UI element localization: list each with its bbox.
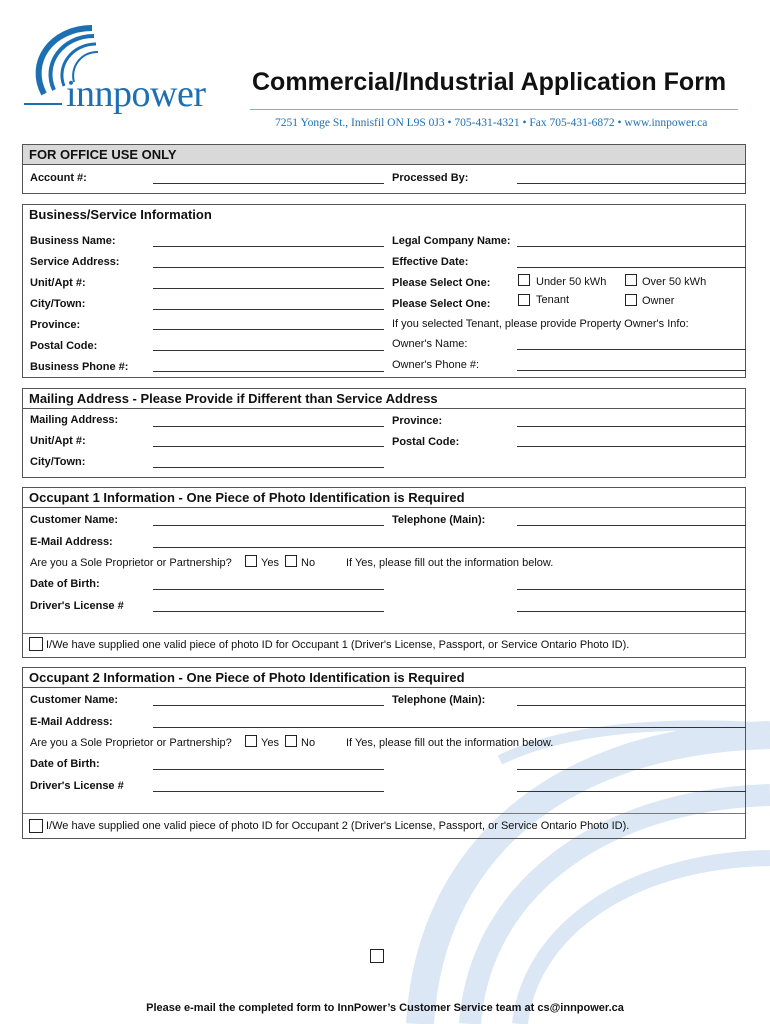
city-town-label: City/Town:	[30, 298, 86, 310]
select-one-tenancy-label: Please Select One:	[392, 298, 491, 310]
occ2-license-input[interactable]	[153, 791, 384, 792]
office-use-header: FOR OFFICE USE ONLY	[23, 145, 745, 165]
occ1-license-label: Driver's License #	[30, 600, 124, 612]
owners-phone-input[interactable]	[517, 370, 746, 371]
owners-phone-label: Owner's Phone #:	[392, 359, 480, 371]
occ2-no-checkbox[interactable]	[285, 735, 297, 747]
account-input[interactable]	[153, 183, 384, 184]
tenant-label: Tenant	[536, 294, 570, 306]
select-one-usage-label: Please Select One:	[392, 277, 491, 289]
occ1-yes-label: Yes	[261, 557, 279, 569]
service-address-label: Service Address:	[30, 256, 120, 268]
business-phone-label: Business Phone #:	[30, 361, 129, 373]
mailing-city-town-input[interactable]	[153, 467, 384, 468]
mailing-unit-apt-label: Unit/Apt #:	[30, 435, 86, 447]
occ2-if-yes-note: If Yes, please fill out the information below.	[346, 737, 554, 749]
business-name-input[interactable]	[153, 246, 384, 247]
mailing-province-label: Province:	[392, 415, 443, 427]
occ1-customer-name-label: Customer Name:	[30, 514, 119, 526]
mailing-unit-apt-input[interactable]	[153, 446, 384, 447]
occ1-divider	[23, 633, 745, 634]
occ2-customer-name-label: Customer Name:	[30, 694, 119, 706]
occupant2-section	[22, 667, 746, 839]
over-50-kwh-checkbox[interactable]	[625, 274, 637, 286]
mailing-province-input[interactable]	[517, 426, 746, 427]
owners-name-input[interactable]	[517, 349, 746, 350]
occupant2-header: Occupant 2 Information - One Piece of Photo Identification is Required	[23, 668, 745, 688]
occ2-dob-input[interactable]	[153, 769, 384, 770]
processed-by-input[interactable]	[517, 183, 746, 184]
postal-code-label: Postal Code:	[30, 340, 98, 352]
occ2-yes-checkbox[interactable]	[245, 735, 257, 747]
occ2-dob-extra-input[interactable]	[517, 769, 746, 770]
city-town-input[interactable]	[153, 309, 384, 310]
occ1-dob-extra-input[interactable]	[517, 589, 746, 590]
occ2-photo-id-checkbox[interactable]	[29, 819, 43, 833]
occ2-yes-label: Yes	[261, 737, 279, 749]
footer-instructions: Please e-mail the completed form to InnPower’s Customer Service team at cs@innpower.ca	[146, 1002, 624, 1014]
occ1-no-checkbox[interactable]	[285, 555, 297, 567]
effective-date-input[interactable]	[517, 267, 746, 268]
occ2-no-label: No	[301, 737, 316, 749]
logo-wordmark: innpower	[66, 73, 206, 115]
occ2-divider	[23, 813, 745, 814]
under-50-kwh-checkbox[interactable]	[518, 274, 530, 286]
mailing-postal-code-label: Postal Code:	[392, 436, 460, 448]
mailing-city-town-label: City/Town:	[30, 456, 86, 468]
occ1-email-input[interactable]	[153, 547, 746, 548]
occ2-license-extra-input[interactable]	[517, 791, 746, 792]
occ2-email-label: E-Mail Address:	[30, 716, 113, 728]
legal-company-name-input[interactable]	[517, 246, 746, 247]
bottom-checkbox[interactable]	[370, 949, 384, 963]
legal-company-name-label: Legal Company Name:	[392, 235, 511, 247]
occ1-dob-input[interactable]	[153, 589, 384, 590]
occ1-photo-id-checkbox[interactable]	[29, 637, 43, 651]
unit-apt-input[interactable]	[153, 288, 384, 289]
title-rule	[250, 109, 738, 110]
mailing-section	[22, 388, 746, 478]
unit-apt-label: Unit/Apt #:	[30, 277, 86, 289]
mailing-address-input[interactable]	[153, 426, 384, 427]
occupant1-section	[22, 487, 746, 658]
occ1-no-label: No	[301, 557, 316, 569]
account-label: Account #:	[30, 172, 87, 184]
over-50-kwh-label: Over 50 kWh	[642, 276, 707, 288]
occ2-email-input[interactable]	[153, 727, 746, 728]
province-input[interactable]	[153, 329, 384, 330]
occ1-email-label: E-Mail Address:	[30, 536, 113, 548]
occ1-telephone-label: Telephone (Main):	[392, 514, 486, 526]
occ2-telephone-label: Telephone (Main):	[392, 694, 486, 706]
occ1-license-input[interactable]	[153, 611, 384, 612]
occ2-customer-name-input[interactable]	[153, 705, 384, 706]
occ1-if-yes-note: If Yes, please fill out the information below.	[346, 557, 554, 569]
business-header: Business/Service Information	[29, 207, 212, 222]
business-section	[22, 204, 746, 378]
under-50-kwh-label: Under 50 kWh	[536, 276, 607, 288]
owners-name-label: Owner's Name:	[392, 338, 468, 350]
occ2-photo-id-label: I/We have supplied one valid piece of photo ID for Occupant 2 (Driver's License, Passport, or Service Ontario Photo ID).	[46, 820, 630, 832]
occ2-sole-prop-question: Are you a Sole Proprietor or Partnership?	[30, 737, 232, 749]
occ2-telephone-input[interactable]	[517, 705, 746, 706]
occ1-dob-label: Date of Birth:	[30, 578, 100, 590]
occupant1-header: Occupant 1 Information - One Piece of Photo Identification is Required	[23, 488, 745, 508]
business-name-label: Business Name:	[30, 235, 116, 247]
mailing-header: Mailing Address - Please Provide if Different than Service Address	[23, 389, 745, 409]
owner-checkbox[interactable]	[625, 294, 637, 306]
occ1-yes-checkbox[interactable]	[245, 555, 257, 567]
occ1-customer-name-input[interactable]	[153, 525, 384, 526]
mailing-address-label: Mailing Address:	[30, 414, 119, 426]
innpower-logo	[22, 22, 244, 120]
postal-code-input[interactable]	[153, 350, 384, 351]
tenant-checkbox[interactable]	[518, 294, 530, 306]
office-use-section	[22, 144, 746, 194]
effective-date-label: Effective Date:	[392, 256, 469, 268]
form-title: Commercial/Industrial Application Form	[252, 68, 727, 96]
mailing-postal-code-input[interactable]	[517, 446, 746, 447]
occ1-sole-prop-question: Are you a Sole Proprietor or Partnership?	[30, 557, 232, 569]
province-label: Province:	[30, 319, 81, 331]
occ1-license-extra-input[interactable]	[517, 611, 746, 612]
occ1-telephone-input[interactable]	[517, 525, 746, 526]
service-address-input[interactable]	[153, 267, 384, 268]
processed-by-label: Processed By:	[392, 172, 469, 184]
owner-label: Owner	[642, 295, 675, 307]
tenant-note: If you selected Tenant, please provide Property Owner's Info:	[392, 318, 689, 330]
occ2-dob-label: Date of Birth:	[30, 758, 100, 770]
occ1-photo-id-label: I/We have supplied one valid piece of photo ID for Occupant 1 (Driver's License, Passport, or Service Ontario Photo ID).	[46, 639, 630, 651]
business-phone-input[interactable]	[153, 371, 384, 372]
occ2-license-label: Driver's License #	[30, 780, 124, 792]
company-address: 7251 Yonge St., Innisfil ON L9S 0J3 • 705-431-4321 • Fax 705-431-6872 • www.innpower.ca	[275, 117, 708, 129]
